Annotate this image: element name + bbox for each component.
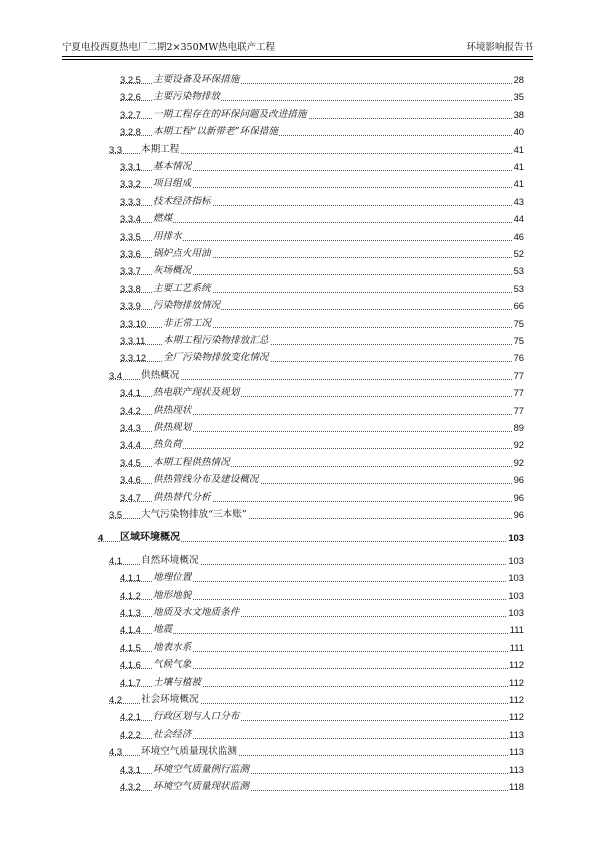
toc-entry-title: 供热规划 (153, 422, 192, 433)
toc-entry-title: 主要污染物排放 (153, 91, 221, 103)
toc-entry-number: 4.1 (109, 554, 123, 566)
toc-entry-title: 项目组成 (153, 178, 192, 190)
toc-entry-page: 77 (513, 387, 524, 399)
toc-entry[interactable] (120, 264, 524, 278)
toc-entry[interactable] (120, 491, 524, 505)
toc-entry-title: 供热替代分析 (153, 491, 211, 503)
toc-entry-page: 103 (508, 572, 524, 584)
toc-entry-number: 4.2 (109, 694, 123, 705)
toc-entry-page: 38 (513, 108, 524, 120)
toc-entry[interactable] (120, 438, 524, 452)
toc-entry[interactable] (120, 351, 524, 365)
toc-entry[interactable] (120, 676, 524, 690)
toc-entry[interactable] (120, 90, 524, 104)
toc-entry[interactable] (120, 230, 524, 244)
toc-entry-title: 社会经济 (153, 728, 192, 740)
toc-entry-title: 行政区划与人口分布 (153, 711, 240, 723)
toc-entry-number: 3.3.1 (120, 161, 141, 172)
toc-entry-page: 118 (509, 781, 524, 792)
toc-entry[interactable] (109, 693, 524, 707)
toc-entry-number: 4.1.3 (120, 607, 141, 618)
toc-entry-number: 3.3 (109, 143, 123, 155)
toc-entry[interactable] (120, 195, 524, 209)
toc-entry-number: 3.3.8 (120, 282, 141, 294)
toc-entry-page: 53 (513, 282, 524, 294)
toc-entry-number: 3.4.2 (120, 404, 141, 416)
toc-entry-number: 3.3.4 (120, 213, 141, 225)
toc-entry-title: 地形地貌 (153, 589, 192, 601)
toc-entry[interactable] (120, 641, 524, 655)
toc-entry-title: 基本情况 (153, 161, 192, 172)
toc-entry-title: 大气污染物排放“三本账” (141, 509, 247, 520)
toc-entry-title: 本期工程污染物排放汇总 (163, 335, 269, 346)
toc-entry-page: 92 (513, 439, 524, 451)
toc-entry-number: 3.3.6 (120, 248, 141, 259)
toc-entry-number: 3.3.5 (120, 230, 141, 242)
toc-entry[interactable] (120, 317, 524, 331)
toc-entry[interactable] (120, 386, 524, 400)
toc-entry-page: 66 (513, 300, 524, 312)
toc-entry-number: 4.2.1 (120, 711, 141, 723)
toc-entry-number: 3.3.3 (120, 195, 141, 207)
toc-entry[interactable] (120, 589, 524, 603)
toc-entry-page: 112 (509, 711, 524, 723)
toc-entry-number: 4.1.5 (120, 641, 141, 653)
toc-entry-page: 44 (513, 213, 524, 225)
toc-entry-title: 本期工程供热情况 (153, 456, 230, 468)
toc-entry-number: 3.2.6 (120, 91, 141, 103)
toc-entry-title: 地震 (153, 624, 173, 636)
toc-entry-page: 96 (513, 474, 524, 486)
toc-entry-title: 污染物排放情况 (153, 300, 221, 312)
toc-entry-title: 热负荷 (153, 439, 182, 451)
toc-entry-number: 3.3.9 (120, 300, 141, 312)
toc-entry[interactable] (120, 404, 524, 418)
toc-entry-title: 土壤与植被 (153, 676, 201, 688)
header-document-type: 环境影响报告书 (466, 42, 533, 53)
toc-entry[interactable] (120, 571, 524, 585)
toc-entry[interactable] (120, 710, 524, 724)
toc-entry-title: 环境空气质量例行监测 (153, 763, 249, 775)
toc-entry[interactable] (120, 780, 524, 794)
toc-entry-title: 本期工程“以新带老”环保措施 (153, 126, 278, 138)
toc-entry-page: 75 (513, 317, 524, 329)
toc-entry-number: 3.3.7 (120, 265, 141, 277)
toc-entry-title: 区域环境概况 (120, 532, 180, 544)
toc-entry-page: 112 (509, 694, 524, 705)
toc-entry-page: 41 (513, 161, 524, 172)
toc-entry-page: 52 (513, 248, 524, 259)
toc-entry-page: 35 (513, 91, 524, 103)
toc-entry-title: 锅炉点火用油 (153, 248, 211, 259)
toc-entry[interactable] (120, 125, 524, 139)
toc-entry[interactable] (120, 73, 524, 87)
toc-entry-page: 41 (513, 143, 524, 155)
toc-entry[interactable] (109, 143, 524, 157)
toc-entry[interactable] (120, 160, 524, 174)
toc-entry-page: 89 (513, 422, 524, 433)
toc-entry-number: 3.3.11 (120, 335, 146, 346)
toc-entry-number: 3.4.3 (120, 422, 141, 433)
toc-entry-title: 非正常工况 (163, 317, 211, 329)
toc-entry-number: 3.2.5 (120, 74, 141, 85)
toc-entry-title: 地理位置 (153, 572, 192, 584)
toc-entry[interactable] (98, 531, 524, 545)
toc-entry[interactable] (109, 554, 524, 568)
toc-entry-page: 112 (509, 659, 524, 671)
toc-entry-title: 供热管线分布及建设概况 (153, 474, 259, 486)
toc-entry-page: 103 (508, 607, 524, 618)
toc-entry-number: 4.1.7 (120, 676, 141, 688)
toc-entry-number: 4.1.4 (120, 624, 141, 636)
toc-entry-title: 主要设备及环保措施 (153, 74, 240, 85)
toc-entry[interactable] (120, 456, 524, 470)
toc-entry-title: 地表水系 (153, 641, 192, 653)
toc-entry[interactable] (120, 763, 524, 777)
toc-dot-leader (120, 212, 524, 223)
toc-entry-page: 43 (513, 195, 524, 207)
toc-entry-page: 40 (513, 126, 524, 138)
toc-entry-title: 灰场概况 (153, 265, 192, 277)
header-project-title: 宁夏电投西夏热电厂二期2×350MW热电联产工程 (62, 42, 276, 53)
toc-entry-number: 3.3.2 (120, 178, 141, 190)
toc-entry-page: 41 (513, 178, 524, 190)
toc-entry-number: 3.4.1 (120, 387, 141, 399)
toc-entry-title: 环境空气质量现状监测 (141, 746, 237, 758)
toc-entry-number: 3.3.10 (120, 317, 147, 329)
toc-entry-page: 96 (513, 509, 524, 520)
toc-entry[interactable] (120, 606, 524, 620)
toc-entry-page: 111 (509, 641, 524, 653)
toc-entry-number: 4.3.2 (120, 781, 141, 792)
toc-entry-title: 热电联产现状及规划 (153, 387, 240, 399)
toc-entry-title: 供热概况 (141, 369, 180, 381)
toc-entry[interactable] (120, 473, 524, 487)
toc-entry-title: 气候气象 (153, 659, 192, 671)
toc-entry[interactable] (120, 177, 524, 191)
toc-entry-page: 46 (513, 230, 524, 242)
toc-entry[interactable] (120, 212, 524, 226)
toc-entry-title: 供热现状 (153, 404, 192, 416)
toc-entry-number: 3.4.4 (120, 439, 141, 451)
toc-entry-page: 103 (508, 554, 524, 566)
toc-entry-page: 113 (509, 728, 524, 740)
toc-entry-number: 3.4.5 (120, 456, 141, 468)
toc-entry-page: 113 (509, 746, 524, 758)
toc-entry-title: 主要工艺系统 (153, 282, 211, 294)
toc-entry-title: 自然环境概况 (141, 554, 199, 566)
toc-entry-number: 4.3.1 (120, 763, 141, 775)
toc-entry-page: 77 (513, 404, 524, 416)
toc-entry[interactable] (120, 658, 524, 672)
toc-entry-number: 3.5 (109, 509, 123, 520)
toc-entry-title: 一期工程存在的环保问题及改进措施 (153, 108, 307, 120)
toc-entry[interactable] (120, 282, 524, 296)
toc-entry-title: 燃煤 (153, 213, 173, 225)
toc-entry-title: 地质及水文地质条件 (153, 607, 240, 618)
toc-entry-number: 3.4.6 (120, 474, 141, 486)
toc-entry-title: 技术经济指标 (153, 195, 211, 207)
toc-entry-number: 4.1.6 (120, 659, 141, 671)
toc-dot-leader (120, 623, 524, 634)
toc-entry-number: 4 (98, 532, 104, 544)
toc-entry-number: 4.1.2 (120, 589, 141, 601)
toc-entry-page: 77 (513, 369, 524, 381)
toc-entry-title: 全厂污染物排放变化情况 (163, 352, 269, 364)
toc-entry-number: 3.2.8 (120, 126, 141, 138)
toc-entry-number: 3.4 (109, 369, 123, 381)
toc-entry-page: 76 (513, 352, 524, 364)
toc-entry-number: 4.1.1 (120, 572, 141, 584)
toc-entry-number: 3.3.12 (120, 352, 147, 364)
toc-entry-title: 环境空气质量现状监测 (153, 781, 249, 792)
toc-entry-number: 4.2.2 (120, 728, 141, 740)
toc-entry[interactable] (120, 108, 524, 122)
toc-entry[interactable] (120, 623, 524, 637)
toc-entry-title: 社会环境概况 (141, 694, 199, 705)
toc-entry-number: 3.2.7 (120, 108, 141, 120)
toc-entry-page: 113 (509, 763, 524, 775)
toc-entry[interactable] (120, 299, 524, 313)
toc-entry-page: 111 (509, 624, 524, 636)
toc-entry-page: 103 (508, 589, 524, 601)
toc-entry-page: 103 (508, 532, 524, 544)
toc-entry-page: 92 (513, 456, 524, 468)
toc-entry[interactable] (109, 745, 524, 759)
toc-entry-number: 4.3 (109, 746, 123, 758)
toc-entry[interactable] (109, 369, 524, 383)
toc-entry[interactable] (109, 508, 524, 522)
toc-entry[interactable] (120, 728, 524, 742)
toc-entry-page: 53 (513, 265, 524, 277)
toc-entry-page: 28 (513, 74, 524, 85)
toc-entry[interactable] (120, 334, 524, 348)
toc-entry-title: 用排水 (153, 230, 182, 242)
toc-entry-number: 3.4.7 (120, 491, 141, 503)
toc-entry-title: 本期工程 (141, 143, 180, 155)
toc-entry[interactable] (120, 247, 524, 261)
toc-entry-page: 96 (513, 491, 524, 503)
toc-entry[interactable] (120, 421, 524, 435)
toc-entry-page: 112 (509, 676, 524, 688)
toc-entry-page: 75 (513, 335, 524, 346)
